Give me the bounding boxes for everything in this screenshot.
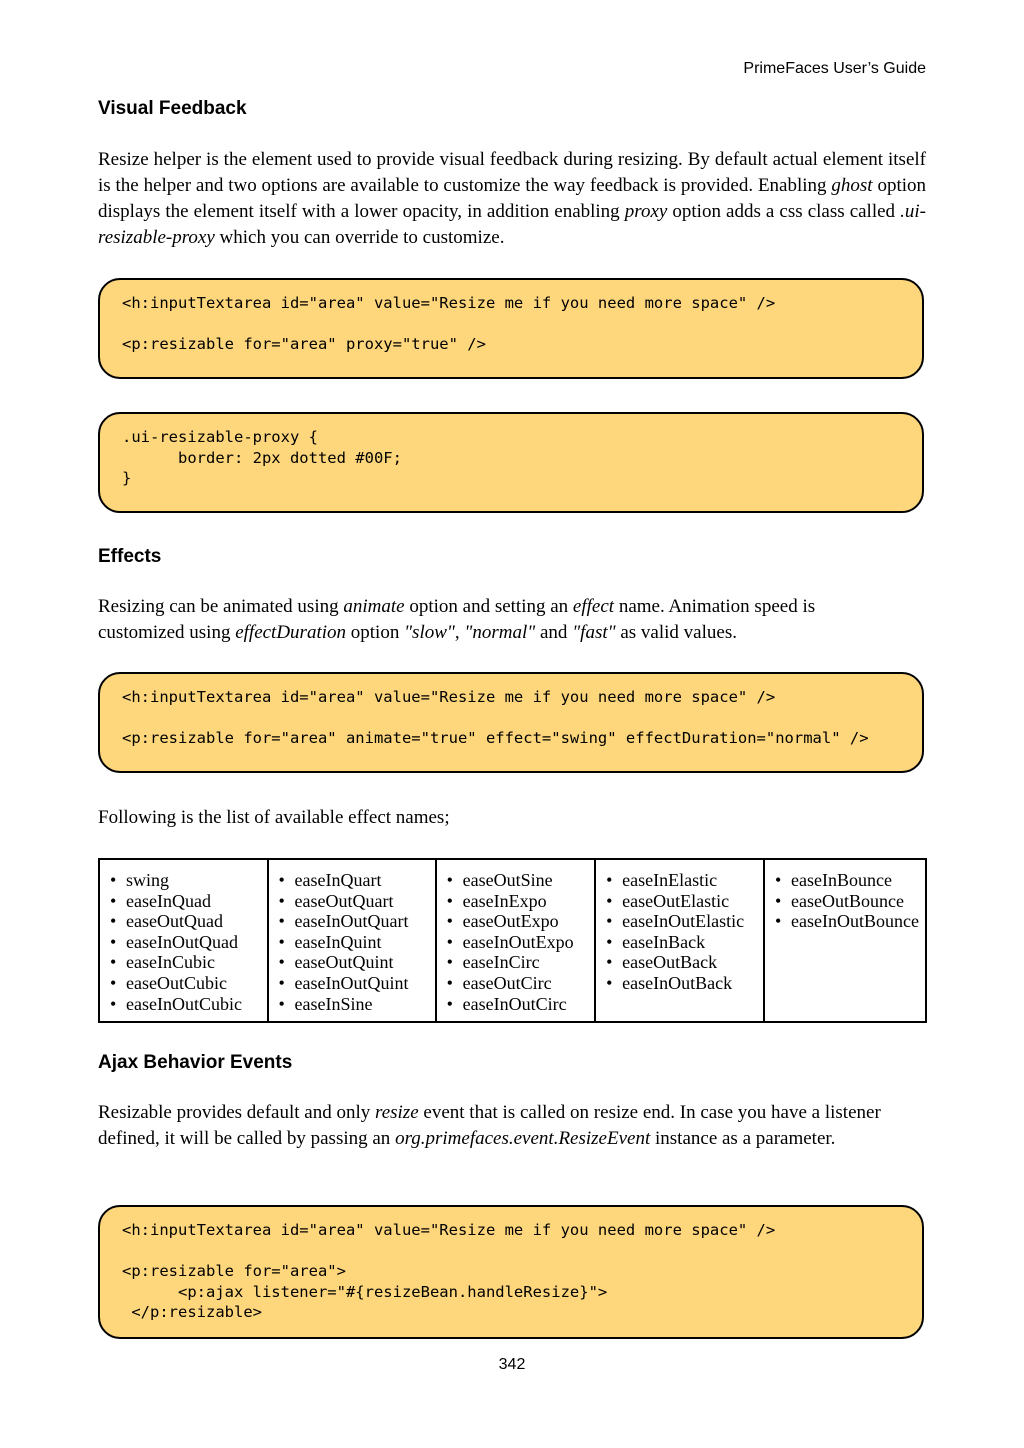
effect-name: • easeInOutBounce	[775, 911, 919, 932]
code-line	[122, 708, 900, 729]
code-line: }	[122, 469, 132, 487]
code-block-ajax-example	[98, 1205, 924, 1339]
effect-name: • easeInOutBack	[606, 973, 757, 994]
effect-name: • easeInBounce	[775, 870, 919, 891]
code-block-animate-example	[98, 672, 924, 773]
effect-name: • easeInOutQuad	[110, 932, 261, 953]
effect-name: • easeOutElastic	[606, 891, 757, 912]
code-block-proxy-example	[98, 278, 924, 379]
effect-name: • easeOutQuart	[279, 891, 429, 912]
heading-ajax-behavior-events: Ajax Behavior Events	[98, 1052, 293, 1073]
running-header: PrimeFaces User’s Guide	[743, 60, 926, 77]
effect-name: • easeInOutCubic	[110, 994, 261, 1015]
effect-name: • easeOutQuint	[279, 952, 429, 973]
effect-name: • easeOutExpo	[447, 911, 588, 932]
effect-name: • easeInCirc	[447, 952, 588, 973]
effect-name: • easeInCubic	[110, 952, 261, 973]
effect-name: • easeOutBack	[606, 952, 757, 973]
effect-names-table	[98, 858, 927, 1023]
effect-name: • easeInOutQuint	[279, 973, 429, 994]
effect-name: • easeInElastic	[606, 870, 757, 891]
effect-name: • easeInExpo	[447, 891, 588, 912]
effects-list-intro: Following is the list of available effect names;	[98, 807, 450, 828]
effect-column	[764, 859, 926, 1022]
effect-name: • easeInSine	[279, 994, 429, 1015]
effect-name: • easeOutQuad	[110, 911, 261, 932]
effect-name: • easeInQuad	[110, 891, 261, 912]
code-line: .ui-resizable-proxy {	[122, 428, 318, 446]
effect-name: • easeInQuint	[279, 932, 429, 953]
effect-name: • easeOutCirc	[447, 973, 588, 994]
effect-column	[268, 859, 436, 1022]
page-number: 342	[498, 1356, 526, 1373]
effect-name: • easeInQuart	[279, 870, 429, 891]
code-line: border: 2px dotted #00F;	[122, 448, 402, 467]
paragraph-ajax: Resizable provides default and only resize event that is called on resize end. In case you have a listener defined, it will be called by passing an org.primefaces.event.ResizeEvent instance as a parameter.	[98, 1102, 881, 1149]
heading-effects: Effects	[98, 546, 162, 567]
code-line: </p:resizable>	[122, 1303, 262, 1321]
code-line	[122, 1241, 900, 1262]
code-block-proxy-css	[98, 412, 924, 513]
effect-column	[595, 859, 764, 1022]
effect-name: • easeOutCubic	[110, 973, 261, 994]
code-line: <h:inputTextarea id="area" value="Resize me if you need more space" />	[122, 688, 776, 706]
code-line: <p:ajax listener="#{resizeBean.handleResize}">	[122, 1282, 608, 1301]
effect-name: • easeInOutExpo	[447, 932, 588, 953]
code-line: <p:resizable for="area" proxy="true" />	[122, 335, 486, 353]
effect-name: • easeInOutCirc	[447, 994, 588, 1015]
effect-name: • easeInOutQuart	[279, 911, 429, 932]
heading-visual-feedback: Visual Feedback	[98, 98, 247, 119]
effect-name: • easeInBack	[606, 932, 757, 953]
code-line	[122, 314, 900, 335]
effect-name: • easeInOutElastic	[606, 911, 757, 932]
code-line: <h:inputTextarea id="area" value="Resize me if you need more space" />	[122, 294, 776, 312]
effect-name: • easeOutSine	[447, 870, 588, 891]
paragraph-visual-feedback: Resize helper is the element used to provide visual feedback during resizing. By default actual element itself is the helper and two options are available to customize the way feedback is provided. Enabling ghost option displays the element itself with a lower opacity, in addition enabling proxy option adds a css class called .ui-resizable-proxy which you can override to customize.	[98, 149, 927, 248]
code-line: <h:inputTextarea id="area" value="Resize me if you need more space" />	[122, 1221, 776, 1239]
effect-name: • swing	[110, 870, 261, 891]
code-line: <p:resizable for="area" animate="true" effect="swing" effectDuration="normal" />	[122, 729, 869, 747]
effect-name: • easeOutBounce	[775, 891, 919, 912]
code-line: <p:resizable for="area">	[122, 1262, 346, 1280]
paragraph-effects: Resizing can be animated using animate option and setting an effect name. Animation speed is customized using effectDuration option "slow", "normal" and "fast" as valid values.	[98, 596, 816, 643]
effect-column	[99, 859, 268, 1022]
effect-column	[436, 859, 595, 1022]
